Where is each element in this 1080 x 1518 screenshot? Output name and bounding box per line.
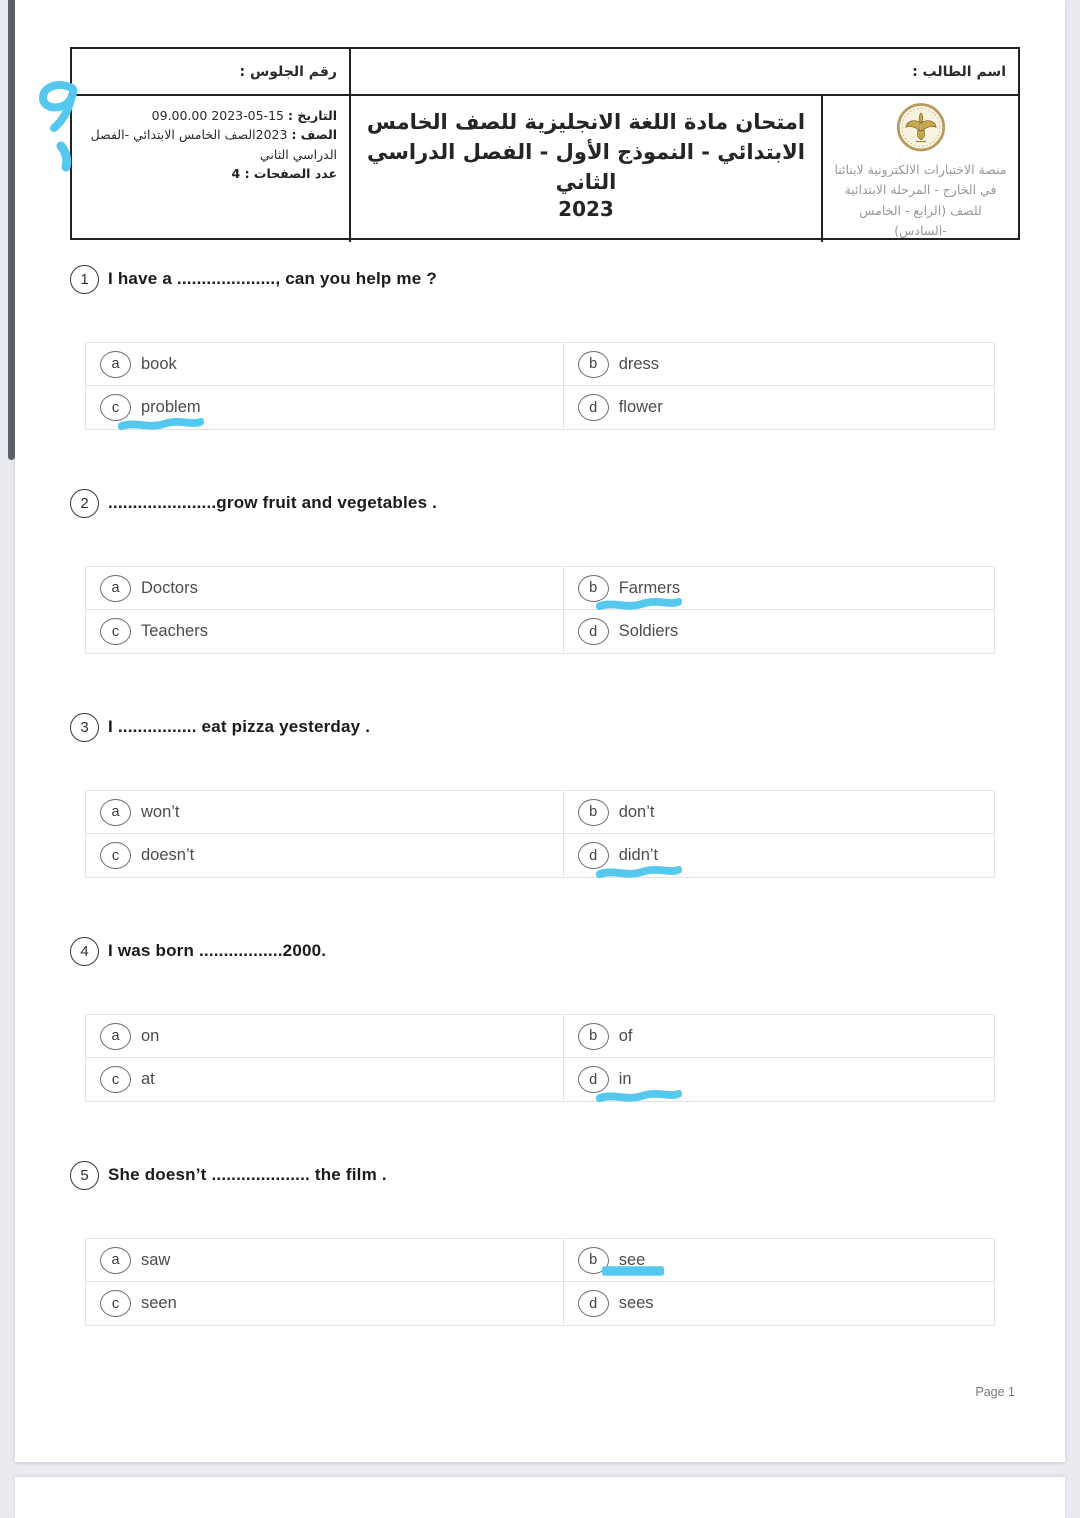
option-label: see <box>618 1250 646 1269</box>
option-letter-badge: d <box>578 618 609 645</box>
option-label: don’t <box>618 802 655 821</box>
exam-page-2-top <box>15 1477 1065 1518</box>
question-1 <box>15 264 1065 430</box>
option-letter-badge: a <box>100 1247 131 1274</box>
option-letter-badge: d <box>578 1066 609 1093</box>
option-c <box>86 610 563 653</box>
option-letter-badge: a <box>100 799 131 826</box>
pages-label: عدد الصفحات : <box>244 166 337 182</box>
seat-number-field <box>68 49 351 94</box>
answer-marker-underline-icon <box>118 417 204 431</box>
date-label: التاريخ : <box>287 108 337 123</box>
question-number: 5 <box>70 1161 99 1190</box>
option-c <box>86 834 563 877</box>
option-b <box>563 791 994 834</box>
option-d <box>563 610 994 653</box>
option-label: sees <box>618 1294 654 1312</box>
exam-class-line <box>80 125 337 164</box>
option-a <box>86 567 563 610</box>
class-label: الصف : <box>291 127 337 143</box>
option-letter-badge: b <box>578 575 609 602</box>
option-a <box>86 1015 563 1058</box>
option-label: on <box>141 1026 160 1045</box>
option-b <box>563 567 994 610</box>
date-value: 15-05-2023 09.00.00 <box>151 108 284 123</box>
option-letter-badge: d <box>578 394 609 421</box>
answer-marker-underline-icon <box>596 597 682 611</box>
options-table <box>85 1014 995 1102</box>
option-letter-badge: a <box>100 575 131 602</box>
question-number: 4 <box>70 937 99 966</box>
question-number: 2 <box>70 489 99 518</box>
option-label: dress <box>618 354 660 373</box>
question-text: I ................ eat pizza yesterday . <box>108 717 371 736</box>
option-letter-badge: b <box>578 351 609 378</box>
option-label: book <box>141 354 177 373</box>
question-number: 1 <box>70 265 99 294</box>
question-text: I have a ...................., can you help me ? <box>108 269 437 288</box>
option-d <box>563 386 994 429</box>
exam-date-line <box>80 106 337 125</box>
option-c <box>86 1058 563 1101</box>
exam-title: امتحان مادة اللغة الانجليزية للصف الخامس الابتدائي - النموذج الأول - الفصل الدراسي الثاني <box>366 110 806 194</box>
options-table <box>85 790 995 878</box>
handwritten-grade-mark-icon <box>22 78 84 178</box>
seat-number-label: رقم الجلوس : <box>239 63 337 80</box>
option-label: seen <box>141 1294 177 1312</box>
option-d <box>563 834 994 877</box>
question-text: ......................grow fruit and vegetables . <box>108 493 438 512</box>
option-letter-badge: a <box>100 1023 131 1050</box>
option-b <box>563 343 994 386</box>
option-label: problem <box>141 398 201 416</box>
answer-marker-underline-icon <box>596 865 682 879</box>
option-label: of <box>618 1026 633 1045</box>
option-label: Teachers <box>141 622 208 640</box>
option-a <box>86 1239 563 1282</box>
exam-pages-line <box>80 164 337 183</box>
class-value: 2023الصف الخامس الابتدائي -الفصل الدراسي الثاني <box>90 127 337 162</box>
option-a <box>86 343 563 386</box>
option-letter-badge: c <box>100 1066 131 1093</box>
question-3 <box>15 712 1065 878</box>
option-letter-badge: d <box>578 1290 609 1317</box>
option-letter-badge: b <box>578 1247 609 1274</box>
options-table <box>85 342 995 430</box>
option-label: doesn’t <box>141 846 195 864</box>
platform-description: منصة الاختبارات الالكترونية لابنائنا في الخارج - المرحلة الابتدائية للصف (الرابع - الخامس -السادس) <box>834 161 1007 239</box>
exam-page-1 <box>15 0 1065 1462</box>
option-label: didn’t <box>618 846 659 864</box>
option-a <box>86 791 563 834</box>
question-2 <box>15 488 1065 654</box>
option-c <box>86 386 563 429</box>
option-letter-badge: b <box>578 799 609 826</box>
student-name-field <box>351 49 1018 94</box>
exam-header-table <box>70 47 1020 240</box>
option-label: Soldiers <box>618 622 679 640</box>
option-letter-badge: c <box>100 1290 131 1317</box>
option-letter-badge: b <box>578 1023 609 1050</box>
option-b <box>563 1015 994 1058</box>
pages-value: 4 <box>231 166 241 182</box>
option-c <box>86 1282 563 1325</box>
option-label: at <box>141 1070 155 1088</box>
exam-info-cell <box>68 94 351 242</box>
option-letter-badge: a <box>100 351 131 378</box>
option-b <box>563 1239 994 1282</box>
question-text: I was born .................2000. <box>108 941 327 960</box>
option-label: in <box>618 1070 632 1088</box>
option-d <box>563 1058 994 1101</box>
scrollbar-thumb[interactable] <box>8 0 15 460</box>
question-text: She doesn’t .................... the film . <box>108 1165 387 1184</box>
ministry-emblem-icon <box>893 102 949 153</box>
option-label: Doctors <box>141 578 198 597</box>
question-4 <box>15 936 1065 1102</box>
platform-cell <box>823 94 1018 242</box>
option-label: won’t <box>141 802 180 821</box>
option-letter-badge: c <box>100 842 131 869</box>
student-name-label: اسم الطالب : <box>912 63 1006 80</box>
option-letter-badge: c <box>100 394 131 421</box>
option-letter-badge: c <box>100 618 131 645</box>
question-5 <box>15 1160 1065 1326</box>
options-table <box>85 1238 995 1326</box>
page-number: Page 1 <box>975 1385 1015 1399</box>
option-label: saw <box>141 1250 171 1269</box>
option-letter-badge: d <box>578 842 609 869</box>
option-d <box>563 1282 994 1325</box>
answer-marker-underline-icon <box>596 1089 682 1103</box>
exam-year: 2023 <box>558 197 614 222</box>
options-table <box>85 566 995 654</box>
question-number: 3 <box>70 713 99 742</box>
option-label: Farmers <box>618 578 681 597</box>
option-label: flower <box>618 398 663 416</box>
exam-title-cell <box>351 94 823 242</box>
